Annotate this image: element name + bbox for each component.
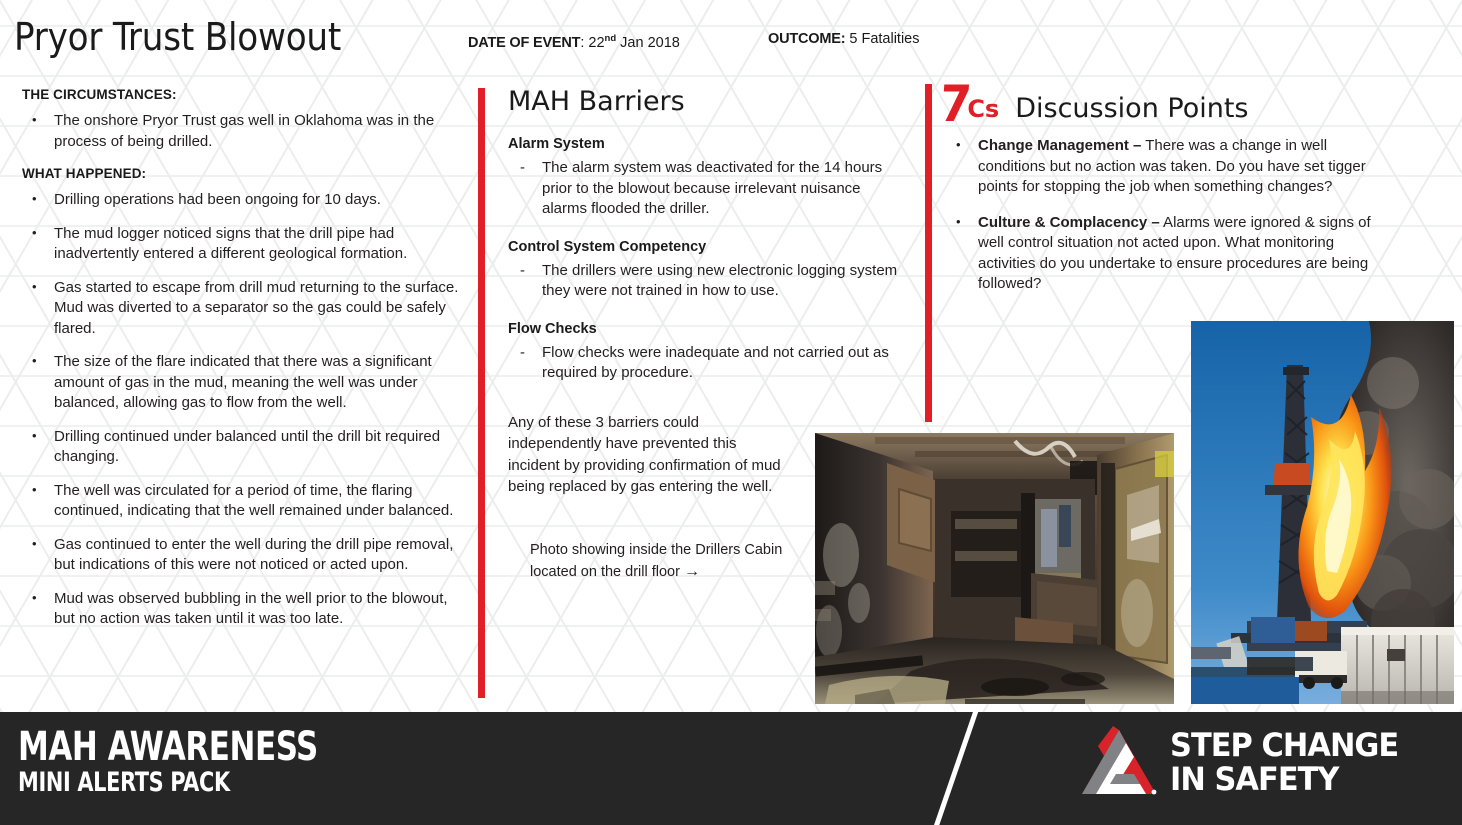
list-item: • The well was circulated for a period of time, the flaring continued, indicating that the well remained under balanced.	[22, 481, 472, 522]
date-colon: :	[580, 34, 589, 51]
discussion-point-text: Alarms were ignored & signs of well control situation not acted upon. What monitoring activities do you undertake to ensure procedures are being followed?	[978, 213, 1371, 292]
discussion-point-text: There was a change in well conditions but no action was taken. Do you have set tigger points for stopping the job when something changes?	[978, 137, 1366, 195]
list-item: • The size of the flare indicated that there was a significant amount of gas in the mud, meaning the well was under balanced, allowing gas to flow from the well.	[22, 352, 472, 414]
discussion-point-term: Change Management –	[978, 137, 1142, 154]
discussion-points-list	[938, 136, 1378, 295]
rig-fire-photo	[1191, 321, 1454, 704]
barriers-summary-note: Any of these 3 barriers could independently have prevented this incident by providing confirmation of mud being replaced by gas entering the well.	[508, 413, 781, 495]
list-item	[938, 213, 1378, 295]
date-value-rest: Jan 2018	[616, 34, 680, 51]
seven-cs-number: 7	[937, 75, 971, 133]
barrier-name: Alarm System	[508, 136, 605, 152]
what-happened-heading: WHAT HAPPENED:	[22, 166, 147, 181]
outcome-value: 5 Fatalities	[845, 31, 920, 47]
footer-divider-slash	[933, 712, 980, 825]
what-happened-list	[22, 190, 472, 630]
list-item: • The mud logger noticed signs that the drill pipe had inadvertently entered a different geological formation.	[22, 224, 472, 265]
barrier-text: - Flow checks were inadequate and not carried out as required by procedure.	[508, 343, 908, 384]
brand-wordmark	[1170, 728, 1410, 796]
step-change-in-safety-brand	[1078, 726, 1410, 798]
barrier-control-system-competency	[508, 238, 908, 302]
footer-subtitle: MINI ALERTS PACK	[18, 767, 230, 798]
discussion-points-column	[937, 75, 1378, 310]
footer-titles	[18, 726, 367, 798]
circumstances-heading: THE CIRCUMSTANCES:	[22, 87, 177, 102]
mah-barriers-title: MAH Barriers	[508, 86, 685, 117]
penrose-triangle-logo-icon	[1078, 726, 1160, 798]
barrier-flow-checks	[508, 320, 908, 384]
date-of-event-label: DATE OF EVENT	[468, 34, 581, 51]
barrier-text: - The drillers were using new electronic logging system they were not trained in how to use.	[508, 261, 908, 302]
discussion-points-header	[937, 75, 1378, 133]
brand-line-2: IN SAFETY	[1170, 760, 1339, 798]
column-divider-right	[925, 84, 932, 422]
photo-caption-text: Photo showing inside the Drillers Cabin located on the drill floor	[530, 541, 783, 580]
list-item: • Gas continued to enter the well during the drill pipe removal, but indications of this were not noticed or acted upon.	[22, 535, 472, 576]
barrier-text: - The alarm system was deactivated for the 14 hours prior to the blowout because irrelevant nuisance alarms flooded the driller.	[508, 158, 908, 220]
barrier-name: Flow Checks	[508, 320, 597, 337]
list-item: • Gas started to escape from drill mud returning to the surface. Mud was diverted to a separator so the gas could be safely flared.	[22, 278, 472, 340]
discussion-points-title: Discussion Points	[1015, 93, 1249, 124]
seven-cs-logo	[937, 75, 1000, 133]
list-item: • The onshore Pryor Trust gas well in Oklahoma was in the process of being drilled.	[22, 111, 472, 152]
date-of-event	[468, 30, 680, 52]
outcome	[768, 30, 920, 48]
page-title: Pryor Trust Blowout	[14, 15, 342, 59]
arrow-right-icon: →	[683, 562, 700, 580]
barrier-name: Control System Competency	[508, 238, 707, 255]
date-value-number: 22	[588, 34, 605, 51]
footer-title: MAH AWARENESS	[18, 724, 318, 770]
date-value-ordinal: nd	[604, 33, 617, 44]
outcome-label: OUTCOME:	[768, 31, 846, 47]
drillers-cabin-photo-caption	[530, 540, 798, 583]
discussion-point-term: Culture & Complacency –	[978, 213, 1160, 231]
barrier-alarm-system	[508, 135, 908, 220]
seven-cs-suffix: Cs	[967, 95, 1000, 123]
list-item: • Mud was observed bubbling in the well prior to the blowout, but no action was taken until it was too late.	[22, 589, 472, 630]
drillers-cabin-photo	[815, 433, 1174, 704]
list-item	[938, 136, 1378, 198]
page-header	[0, 0, 1462, 74]
column-divider-left	[478, 88, 485, 698]
circumstances-column	[22, 86, 472, 643]
brand-line-1: STEP CHANGE	[1170, 726, 1399, 764]
circumstances-list	[22, 111, 472, 152]
list-item: • Drilling continued under balanced until the drill bit required changing.	[22, 427, 472, 468]
list-item: • Drilling operations had been ongoing for 10 days.	[22, 190, 472, 211]
